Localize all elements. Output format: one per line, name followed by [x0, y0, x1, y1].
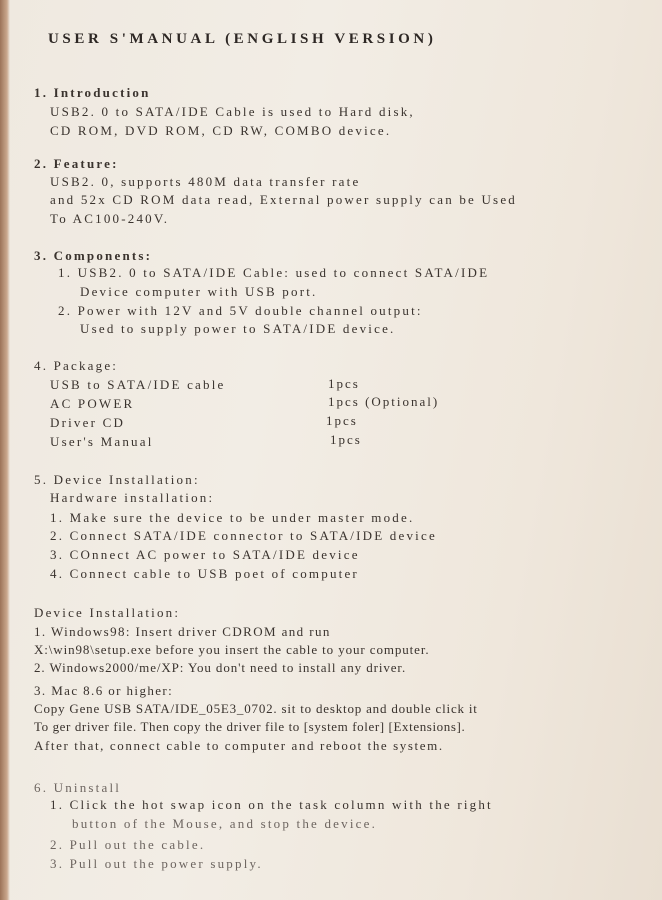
feature-line-1: USB2. 0, supports 480M data transfer rate: [50, 174, 361, 189]
components-line-4: Used to supply power to SATA/IDE device.: [80, 321, 396, 336]
install-step: 2. Connect SATA/IDE connector to SATA/IDE device: [50, 528, 437, 543]
uninstall-line-2: button of the Mouse, and stop the device.: [72, 816, 378, 831]
uninstall-line-4: 3. Pull out the power supply.: [50, 856, 263, 871]
driver-line-1: 1. Windows98: Insert driver CDROM and run: [34, 624, 331, 639]
package-item-name: Driver CD: [50, 415, 126, 430]
hardware-installation-label: Hardware installation:: [50, 490, 215, 505]
driver-line-2: X:\win98\setup.exe before you insert the cable to your computer.: [34, 642, 430, 657]
heading-device-installation: 5. Device Installation:: [34, 472, 200, 487]
package-item-qty: 1pcs: [326, 413, 358, 428]
heading-components: 3. Components:: [34, 248, 153, 263]
components-line-2: Device computer with USB port.: [80, 284, 318, 299]
driver-line-5: Copy Gene USB SATA/IDE_05E3_0702. sit to desktop and double click it: [34, 701, 478, 716]
feature-line-3: To AC100-240V.: [50, 211, 170, 226]
package-item-qty: 1pcs: [330, 432, 362, 447]
package-item-qty: 1pcs (Optional): [328, 394, 440, 409]
install-step: 1. Make sure the device to be under master mode.: [50, 510, 415, 525]
driver-line-3: 2. Windows2000/me/XP: You don't need to install any driver.: [34, 660, 407, 675]
install-step: 3. COnnect AC power to SATA/IDE device: [50, 547, 360, 562]
heading-feature: 2. Feature:: [34, 156, 119, 171]
install-step: 4. Connect cable to USB poet of computer: [50, 566, 359, 581]
package-item-name: User's Manual: [50, 434, 154, 449]
package-item-qty: 1pcs: [328, 376, 360, 391]
driver-line-7: After that, connect cable to computer and reboot the system.: [34, 738, 444, 753]
intro-line-2: CD ROM, DVD ROM, CD RW, COMBO device.: [50, 123, 392, 138]
intro-line-1: USB2. 0 to SATA/IDE Cable is used to Hard disk,: [50, 104, 415, 119]
heading-uninstall: 6. Uninstall: [34, 780, 122, 795]
components-line-1: 1. USB2. 0 to SATA/IDE Cable: used to connect SATA/IDE: [58, 265, 490, 280]
page-title: USER S'MANUAL (ENGLISH VERSION): [48, 31, 437, 47]
feature-line-2: and 52x CD ROM data read, External power supply can be Used: [50, 192, 517, 207]
heading-driver-installation: Device Installation:: [34, 605, 181, 620]
package-item-name: AC POWER: [50, 396, 135, 411]
uninstall-line-1: 1. Click the hot swap icon on the task column with the right: [50, 797, 493, 812]
uninstall-line-3: 2. Pull out the cable.: [50, 837, 206, 852]
paper-edge-shadow: [0, 0, 10, 900]
components-line-3: 2. Power with 12V and 5V double channel output:: [58, 303, 423, 318]
driver-line-4: 3. Mac 8.6 or higher:: [34, 683, 174, 698]
heading-introduction: 1. Introduction: [34, 85, 151, 100]
driver-line-6: To ger driver file. Then copy the driver file to [system foler] [Extensions].: [34, 719, 466, 734]
package-item-name: USB to SATA/IDE cable: [50, 377, 226, 392]
heading-package: 4. Package:: [34, 358, 119, 373]
